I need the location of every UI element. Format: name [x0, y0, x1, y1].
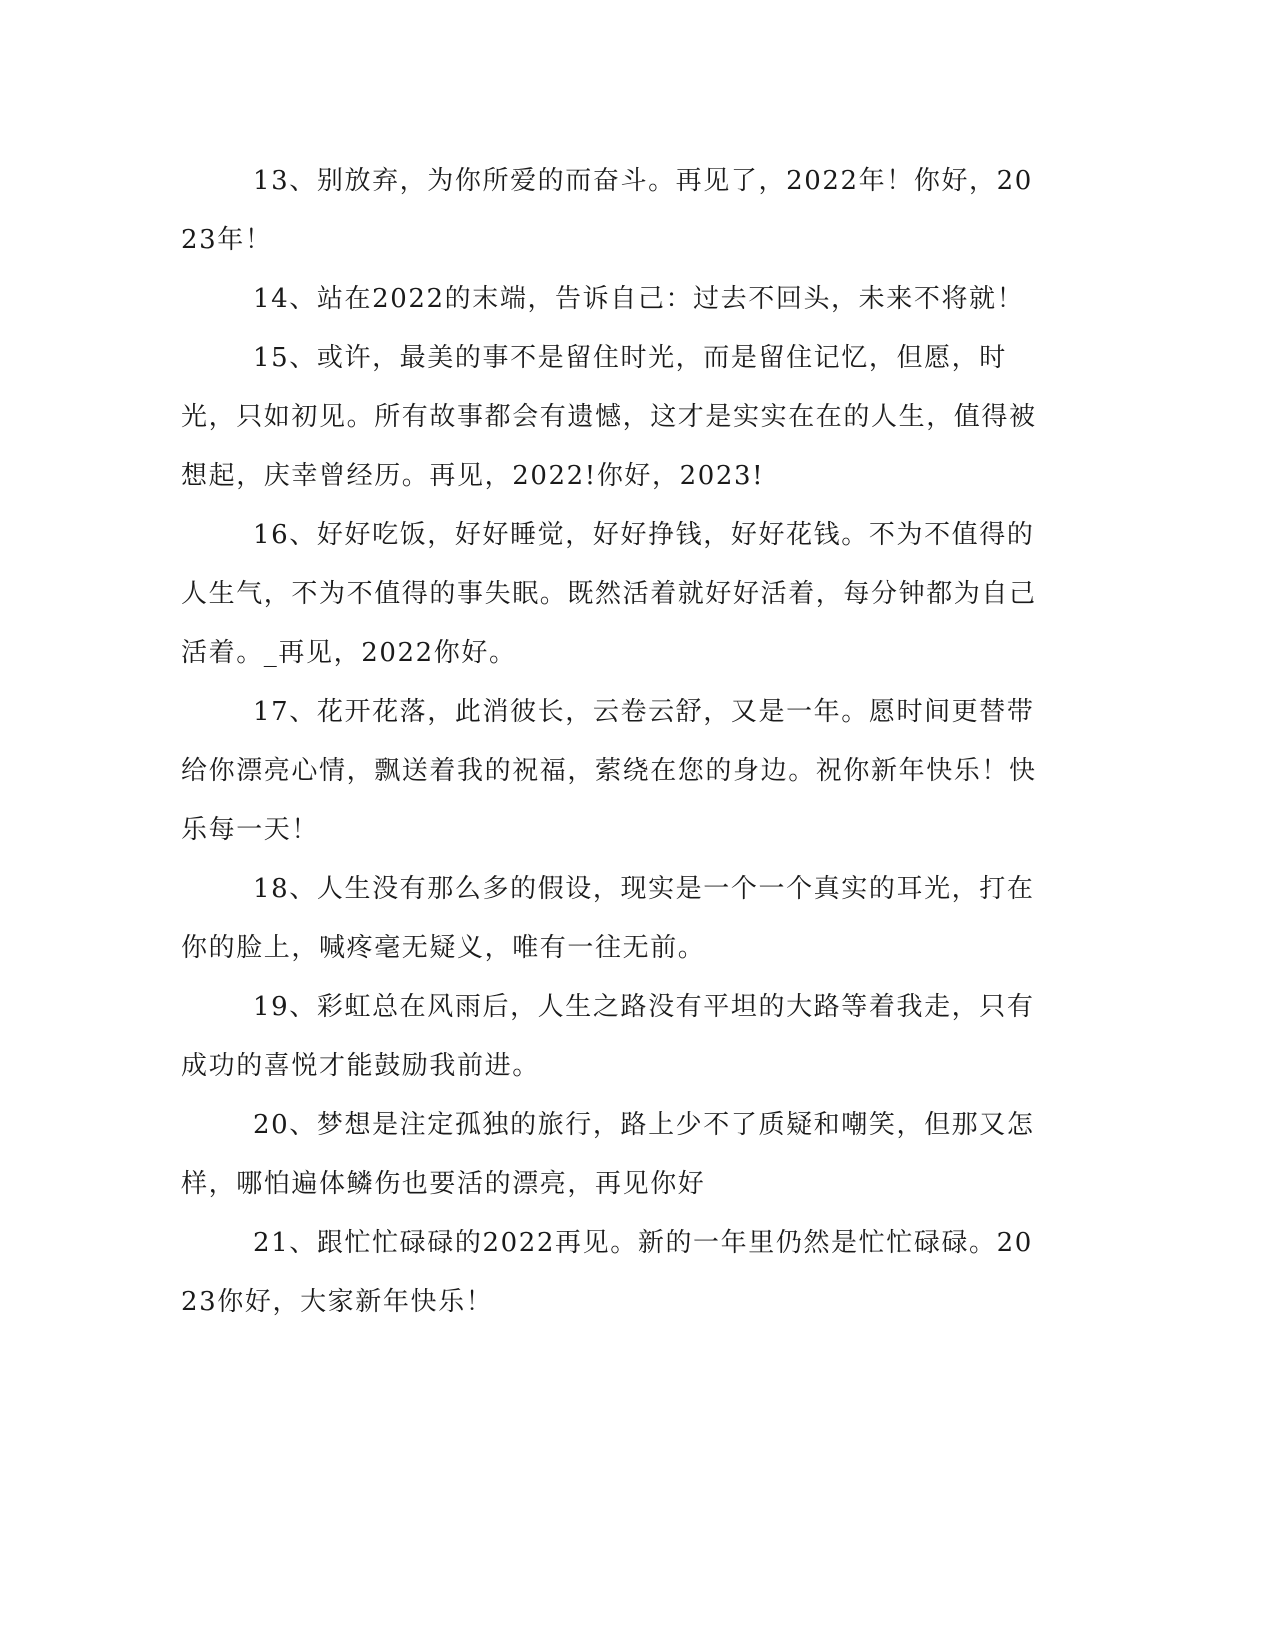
- paragraph-17: 17、花开花落，此消彼长，云卷云舒，又是一年。愿时间更替带给你漂亮心情，飘送着我的祝福，萦绕在您的身边。祝你新年快乐！快乐每一天！: [181, 697, 1037, 845]
- paragraph-14: 14、站在2022的末端，告诉自己：过去不回头，未来不将就！: [253, 284, 1025, 314]
- paragraph-21: 21、跟忙忙碌碌的2022再见。新的一年里仍然是忙忙碌碌。2023你好，大家新年快乐！: [181, 1228, 1033, 1317]
- document-body: [181, 152, 1041, 1332]
- paragraph-15: 15、或许，最美的事不是留住时光，而是留住记忆，但愿，时光，只如初见。所有故事都会有遗憾，这才是实实在在的人生，值得被想起，庆幸曾经历。再见，2022!你好，2023!: [181, 343, 1037, 491]
- paragraph-20: 20、梦想是注定孤独的旅行，路上少不了质疑和嘲笑，但那又怎样，哪怕遍体鳞伤也要活的漂亮，再见你好: [181, 1110, 1035, 1199]
- paragraph-19: 19、彩虹总在风雨后，人生之路没有平坦的大路等着我走，只有成功的喜悦才能鼓励我前进。: [181, 992, 1035, 1081]
- paragraph-13: 13、别放弃，为你所爱的而奋斗。再见了，2022年！你好，2023年！: [181, 166, 1033, 255]
- paragraph-16: 16、好好吃饭，好好睡觉，好好挣钱，好好花钱。不为不值得的人生气，不为不值得的事失眠。既然活着就好好活着，每分钟都为自己活着。_再见，2022你好。: [181, 520, 1037, 668]
- paragraph-18: 18、人生没有那么多的假设，现实是一个一个真实的耳光，打在你的脸上，喊疼毫无疑义，唯有一往无前。: [181, 874, 1035, 963]
